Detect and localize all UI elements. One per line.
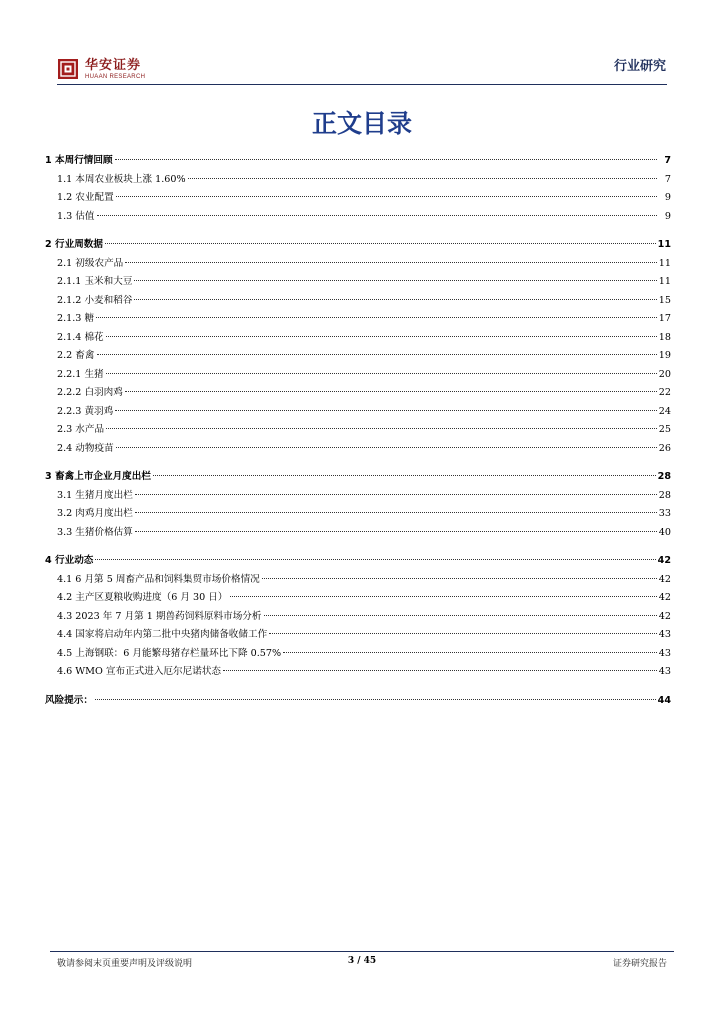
toc-entry-page: 9 bbox=[664, 192, 671, 203]
toc-chapter-entry[interactable] bbox=[45, 152, 671, 171]
toc-section-entry[interactable] bbox=[45, 273, 671, 292]
toc-entry-title: 风险提示： bbox=[45, 694, 93, 706]
toc-entry-page: 24 bbox=[658, 405, 671, 417]
toc-dot-leader bbox=[135, 531, 657, 532]
toc-section-entry[interactable] bbox=[45, 645, 671, 664]
toc-entry-title: 3.2 肉鸡月度出栏 bbox=[57, 508, 133, 519]
toc-entry-title: 2.1.1 玉米和大豆 bbox=[57, 276, 133, 287]
toc-entry-title: 1 本周行情回顾 bbox=[45, 155, 113, 166]
toc-entry-page: 11 bbox=[657, 239, 671, 250]
toc-entry-title: 2.1.2 小麦和稻谷 bbox=[57, 294, 133, 306]
toc-section-entry[interactable] bbox=[45, 608, 671, 627]
toc-entry-page: 43 bbox=[658, 666, 671, 677]
toc-section-entry[interactable] bbox=[45, 421, 671, 440]
toc-entry-page: 33 bbox=[658, 508, 671, 519]
toc-entry-title: 2.2 畜禽 bbox=[57, 350, 95, 361]
toc-entry-page: 19 bbox=[658, 350, 671, 361]
toc-entry-title: 4.3 2023 年 7 月第 1 期兽药饲料原料市场分析 bbox=[57, 610, 262, 622]
toc-dot-leader bbox=[223, 670, 657, 671]
toc-entry-title: 3.3 生猪价格估算 bbox=[57, 526, 133, 538]
toc-dot-leader bbox=[106, 428, 657, 429]
toc-dot-leader bbox=[95, 559, 655, 560]
footer-disclaimer: 敬请参阅末页重要声明及评级说明 bbox=[57, 959, 193, 969]
toc-entry-title: 4 行业动态 bbox=[45, 555, 94, 566]
toc-section-entry[interactable] bbox=[45, 347, 671, 366]
page-header bbox=[0, 0, 724, 90]
toc-entry-title: 2.3 水产品 bbox=[57, 424, 105, 435]
toc-entry-title: 4.2 主产区夏粮收购进度（6 月 30 日） bbox=[57, 592, 228, 603]
toc-entry-title: 2.1.4 棉花 bbox=[57, 331, 104, 343]
toc-entry-page: 42 bbox=[658, 592, 671, 603]
toc-entry-title: 1.1 本周农业板块上涨 1.60% bbox=[57, 173, 186, 185]
toc-dot-leader bbox=[135, 494, 657, 495]
toc-entry-title: 3.1 生猪月度出栏 bbox=[57, 489, 133, 501]
toc-entry-page: 43 bbox=[658, 629, 671, 640]
toc-entry-page: 9 bbox=[664, 210, 671, 222]
toc-dot-leader bbox=[95, 699, 656, 700]
toc-section-entry[interactable] bbox=[45, 366, 671, 385]
header-divider bbox=[57, 84, 667, 85]
toc-entry-page: 20 bbox=[658, 368, 671, 380]
toc-entry-title: 4.6 WMO 宣布正式进入厄尔尼诺状态 bbox=[57, 666, 222, 677]
toc-chapter-entry[interactable] bbox=[45, 236, 671, 255]
toc-dot-leader bbox=[125, 262, 657, 263]
toc-entry-title: 4.1 6 月第 5 周畜产品和饲料集贸市场价格情况 bbox=[57, 573, 260, 585]
toc-dot-leader bbox=[134, 280, 656, 281]
toc-entry-page: 42 bbox=[658, 610, 671, 622]
toc-dot-leader bbox=[134, 299, 656, 300]
toc-entry-page: 7 bbox=[664, 155, 671, 166]
toc-dot-leader bbox=[264, 615, 657, 616]
toc-entry-page: 7 bbox=[664, 173, 671, 185]
toc-section-entry[interactable] bbox=[45, 505, 671, 524]
toc-section-entry[interactable] bbox=[45, 310, 671, 329]
toc-entry-page: 26 bbox=[658, 442, 671, 454]
toc-entry-title: 2.4 动物疫苗 bbox=[57, 442, 114, 454]
company-logo bbox=[57, 58, 145, 80]
toc-entry-title: 2 行业周数据 bbox=[45, 239, 103, 250]
toc-entry-title: 1.2 农业配置 bbox=[57, 192, 114, 203]
toc-dot-leader bbox=[105, 243, 656, 244]
toc-dot-leader bbox=[125, 391, 657, 392]
toc-section-entry[interactable] bbox=[45, 571, 671, 590]
toc-section-entry[interactable] bbox=[45, 255, 671, 274]
toc-section-entry[interactable] bbox=[45, 189, 671, 208]
toc-entry-title: 1.3 估值 bbox=[57, 210, 95, 222]
toc-entry-title: 4.4 国家将启动年内第二批中央猪肉储备收储工作 bbox=[57, 629, 268, 640]
toc-entry-title: 3 畜禽上市企业月度出栏 bbox=[45, 471, 151, 482]
page-title: 正文目录 bbox=[311, 109, 412, 138]
toc-dot-leader bbox=[97, 354, 657, 355]
toc-entry-title: 2.2.3 黄羽鸡 bbox=[57, 405, 114, 417]
toc-entry-page: 28 bbox=[657, 471, 671, 482]
toc-dot-leader bbox=[135, 512, 657, 513]
toc-section-entry[interactable] bbox=[45, 626, 671, 645]
toc-section-entry[interactable] bbox=[45, 292, 671, 311]
toc-dot-leader bbox=[97, 215, 658, 216]
toc-entry-title: 2.2.1 生猪 bbox=[57, 368, 104, 380]
toc-entry-page: 28 bbox=[658, 489, 671, 501]
toc-entry-page: 22 bbox=[658, 387, 671, 398]
report-section-label: 行业研究 bbox=[613, 59, 666, 74]
toc-dot-leader bbox=[262, 578, 657, 579]
toc-section-entry[interactable] bbox=[45, 589, 671, 608]
toc-entry-title: 2.1 初级农产品 bbox=[57, 257, 124, 269]
page-number: 3 / 45 bbox=[347, 956, 377, 966]
toc-section-entry[interactable] bbox=[45, 171, 671, 190]
toc-section-entry[interactable] bbox=[45, 384, 671, 403]
toc-section-entry[interactable] bbox=[45, 329, 671, 348]
toc-entry-title: 4.5 上海钢联：6 月能繁母猪存栏量环比下降 0.57% bbox=[57, 647, 282, 659]
toc-dot-leader bbox=[153, 475, 656, 476]
toc-chapter-entry[interactable] bbox=[45, 468, 671, 487]
toc-entry-page: 42 bbox=[657, 555, 671, 566]
toc-entry-title: 2.2.2 白羽肉鸡 bbox=[57, 387, 123, 398]
toc-entry-page: 25 bbox=[658, 424, 671, 435]
toc-dot-leader bbox=[96, 317, 657, 318]
logo-seal-icon bbox=[57, 58, 79, 80]
table-of-contents bbox=[45, 152, 671, 710]
toc-entry-page: 42 bbox=[658, 573, 671, 585]
toc-entry-title: 2.1.3 糖 bbox=[57, 313, 95, 324]
toc-entry-page: 11 bbox=[658, 257, 671, 269]
page-footer bbox=[57, 956, 667, 969]
toc-section-entry[interactable] bbox=[45, 487, 671, 506]
toc-entry-page: 43 bbox=[658, 647, 671, 659]
toc-dot-leader bbox=[116, 447, 657, 448]
toc-chapter-entry[interactable] bbox=[45, 692, 671, 711]
toc-entry-page: 18 bbox=[658, 331, 671, 343]
toc-section-entry[interactable] bbox=[45, 524, 671, 543]
toc-dot-leader bbox=[188, 178, 657, 179]
toc-section-entry[interactable] bbox=[45, 440, 671, 459]
toc-section-entry[interactable] bbox=[45, 208, 671, 227]
toc-entry-page: 44 bbox=[657, 694, 671, 706]
toc-entry-page: 40 bbox=[658, 526, 671, 538]
logo-chinese-name: 华安证券 bbox=[85, 57, 142, 73]
toc-dot-leader bbox=[269, 633, 657, 634]
toc-entry-page: 17 bbox=[658, 313, 671, 324]
toc-entry-page: 15 bbox=[658, 294, 671, 306]
footer-divider bbox=[50, 951, 674, 952]
logo-english-name: HUAAN RESEARCH bbox=[85, 73, 146, 80]
toc-chapter-entry[interactable] bbox=[45, 552, 671, 571]
toc-dot-leader bbox=[106, 373, 657, 374]
toc-section-entry[interactable] bbox=[45, 663, 671, 682]
toc-dot-leader bbox=[115, 159, 657, 160]
toc-dot-leader bbox=[283, 652, 657, 653]
toc-dot-leader bbox=[115, 410, 657, 411]
toc-dot-leader bbox=[116, 196, 657, 197]
footer-report-type: 证券研究报告 bbox=[612, 959, 667, 969]
toc-entry-page: 11 bbox=[658, 276, 671, 287]
toc-dot-leader bbox=[106, 336, 657, 337]
toc-section-entry[interactable] bbox=[45, 403, 671, 422]
toc-dot-leader bbox=[230, 596, 657, 597]
